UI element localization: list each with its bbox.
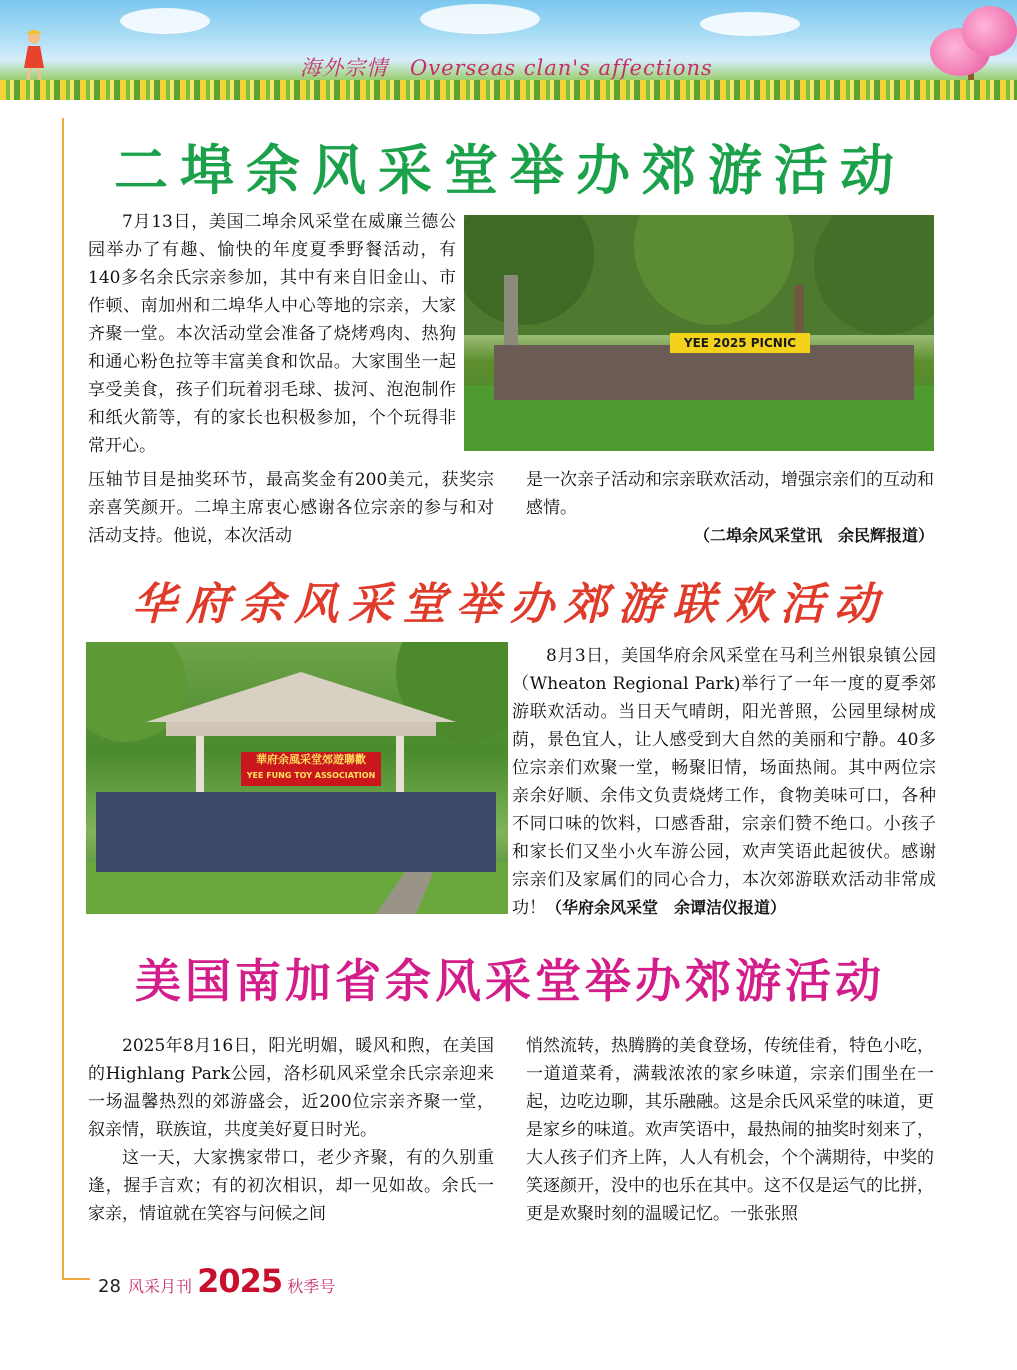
cloud-decoration	[700, 12, 800, 36]
cloud-decoration	[120, 8, 210, 34]
issue-year: 2025	[197, 1262, 283, 1300]
article3-paragraph-right: 悄然流转，热腾腾的美食登场，传统佳肴，特色小吃，一道道菜肴，满载浓浓的家乡味道，宗亲们围坐在一起，边吃边聊，其乐融融。这是余氏风采堂的味道，更是家乡的味道。欢声笑语中，最热闹的抽奖时刻来了，大人孩子们齐上阵，人人有机会，个个满期待，中奖的笑逐颜开，没中的也乐在其中。这不仅是运气的比拼，更是欢聚时刻的温暖记忆。一张张照	[526, 1036, 934, 1224]
article2-photo-banner-en: YEE FUNG TOY ASSOCIATION	[246, 771, 376, 780]
article1-col-left	[88, 208, 456, 460]
pink-tree-icon	[962, 6, 1017, 56]
article1-photo-banner: YEE 2025 PICNIC	[670, 333, 810, 353]
flower-field	[0, 80, 1017, 100]
article1-credit: （二埠余风采堂讯 余民辉报道）	[693, 526, 934, 545]
article2-photo-banner	[241, 752, 381, 786]
cloud-decoration	[420, 4, 540, 34]
bottom-rule	[62, 1278, 90, 1280]
section-title-cn: 海外宗情	[300, 56, 388, 80]
article3-paragraph1: 2025年8月16日，阳光明媚，暖风和煦，在美国的Highlang Park公园，洛杉矶风采堂余氏宗亲迎来一场温馨热烈的郊游盛会，近200位宗亲齐聚一堂，叙亲情，联族谊，共度美好夏日时光。	[88, 1036, 494, 1140]
magazine-name: 风采月刊	[128, 1277, 193, 1296]
article2-credit: （华府余风采堂 余谭洁仪报道）	[546, 898, 787, 917]
article1-paragraph-right: 是一次亲子活动和宗亲联欢活动，增强宗亲们的互动和感情。	[526, 470, 934, 518]
article1-paragraph: 7月13日，美国二埠余风采堂在威廉兰德公园举办了有趣、愉快的年度夏季野餐活动，有140多名余氏宗亲参加，其中有来自旧金山、市作顿、南加州和二埠华人中心等地的宗亲，大家齐聚一堂。本次活动堂会准备了烧烤鸡肉、热狗和通心粉色拉等丰富美食和饮品。大家围坐一起享受美食，孩子们玩着羽毛球、拔河、泡泡制作和纸火箭等，有的家长也积极参加，个个玩得非常开心。	[88, 212, 456, 456]
article2-photo-banner-cn: 華府余風采堂郊遊聯歡	[256, 753, 366, 766]
article3-paragraph2: 这一天，大家携家带口，老少齐聚，有的久别重逢，握手言欢；有的初次相识，却一见如故。余氏一家亲，情谊就在笑容与问候之间	[88, 1148, 494, 1224]
article2-title: 华府余风采堂举办郊游联欢活动	[132, 579, 888, 630]
page-footer	[98, 1262, 398, 1298]
article3-col-right	[526, 1032, 934, 1228]
article2-body	[512, 642, 936, 922]
left-rule	[62, 118, 64, 1278]
article2-photo	[86, 642, 508, 914]
page-number: 28	[98, 1276, 121, 1297]
header-banner	[0, 0, 1017, 100]
article3-col-left	[88, 1032, 494, 1228]
article1-title: 二埠余风采堂举办郊游活动	[114, 139, 906, 202]
article1-paragraph-cont: 压轴节目是抽奖环节，最高奖金有200美元，获奖宗亲喜笑颜开。二埠主席衷心感谢各位宗亲的参与和对活动支持。他说，本次活动	[88, 470, 494, 546]
section-title	[300, 52, 730, 82]
article3-title: 美国南加省余风采堂举办郊游活动	[135, 954, 885, 1008]
section-title-en: Overseas clan's affections	[410, 56, 713, 80]
article1-col-right	[526, 466, 934, 550]
girl-figure-icon	[20, 30, 48, 82]
issue-season: 秋季号	[287, 1277, 336, 1296]
article1-photo	[464, 215, 934, 451]
article2-text: 8月3日，美国华府余风采堂在马利兰州银泉镇公园（Wheaton Regional Park)举行了一年一度的夏季郊游联欢活动。当日天气晴朗，阳光普照，公园里绿树成荫，景色宜人，让人感受到大自然的美丽和宁静。40多位宗亲们欢聚一堂，畅聚旧情，场面热闹。其中两位宗亲余好顺、余伟文负责烧烤工作，食物美味可口，各种不同口味的饮料，口感香甜，宗亲们赞不绝口。小孩子和家长们又坐小火车游公园，欢声笑语此起彼伏。感谢宗亲们及家属们的同心合力，本次郊游联欢活动非常成功！	[512, 646, 936, 918]
article2-paragraph	[512, 642, 936, 922]
article1-col-left-cont	[88, 466, 494, 550]
